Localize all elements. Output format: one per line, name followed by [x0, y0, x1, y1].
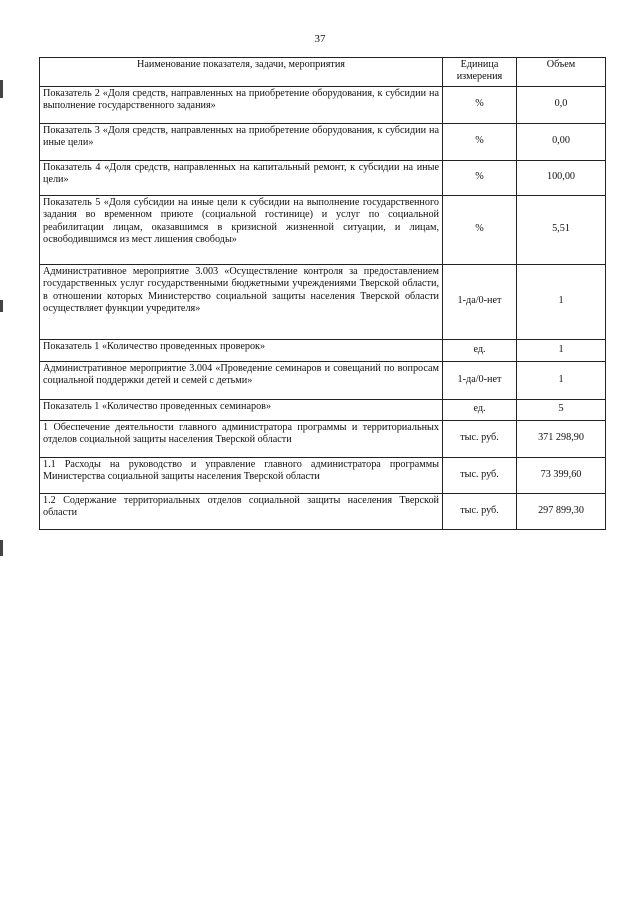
row-value-cell: 5 — [517, 399, 606, 420]
table-row — [40, 123, 606, 160]
row-value-cell: 1 — [517, 339, 606, 361]
row-name-cell: Показатель 5 «Доля субсидии на иные цели к субсидии на выполнение государственного задания во временном приюте (социальной гостинице) и услуг по социальной реабилитации лицам, оказавшимся в кризисной жизненной ситуации, и лицам, освободившимся из мест лишения свободы» — [40, 195, 443, 264]
row-name-cell: Административное мероприятие 3.004 «Проведение семинаров и совещаний по вопросам социальной поддержки детей и семей с детьми» — [40, 361, 443, 399]
row-value-cell: 1 — [517, 361, 606, 399]
table-row — [40, 160, 606, 195]
row-name-cell: 1.2 Содержание территориальных отделов социальной защиты населения Тверской области — [40, 493, 443, 529]
indicators-table — [39, 57, 606, 530]
table-row — [40, 361, 606, 399]
row-name-cell: Показатель 1 «Количество проведенных проверок» — [40, 339, 443, 361]
row-name-cell: Административное мероприятие 3.003 «Осуществление контроля за предоставлением государственных услуг государственными бюджетными учреждениями Тверской области, в отношении которых Министерство социальной защиты населения Тверской области осуществляет функции учредителя» — [40, 264, 443, 339]
row-name-cell: Показатель 1 «Количество проведенных семинаров» — [40, 399, 443, 420]
row-value-cell: 5,51 — [517, 195, 606, 264]
row-name-cell: 1.1 Расходы на руководство и управление главного администратора программы Министерства социальной защиты населения Тверской области — [40, 457, 443, 493]
row-name-cell: Показатель 3 «Доля средств, направленных на приобретение оборудования, к субсидии на иные цели» — [40, 123, 443, 160]
header-unit: Единица измерения — [443, 58, 517, 87]
row-unit-cell: % — [443, 160, 517, 195]
table-row — [40, 264, 606, 339]
table-row — [40, 339, 606, 361]
header-value: Объем — [517, 58, 606, 87]
table-row — [40, 420, 606, 457]
row-unit-cell: 1-да/0-нет — [443, 264, 517, 339]
table-row — [40, 86, 606, 123]
table-row — [40, 399, 606, 420]
table-row — [40, 195, 606, 264]
page-number: 37 — [314, 33, 326, 45]
row-name-cell: 1 Обеспечение деятельности главного администратора программы и территориальных отделов социальной защиты населения Тверской области — [40, 420, 443, 457]
row-unit-cell: тыс. руб. — [443, 420, 517, 457]
row-value-cell: 100,00 — [517, 160, 606, 195]
row-unit-cell: ед. — [443, 339, 517, 361]
row-name-cell: Показатель 4 «Доля средств, направленных на капитальный ремонт, к субсидии на иные цели» — [40, 160, 443, 195]
row-unit-cell: % — [443, 123, 517, 160]
row-name-cell: Показатель 2 «Доля средств, направленных на приобретение оборудования, к субсидии на выполнение государственного задания» — [40, 86, 443, 123]
row-unit-cell: тыс. руб. — [443, 493, 517, 529]
table-row — [40, 457, 606, 493]
row-value-cell: 297 899,30 — [517, 493, 606, 529]
table-row — [40, 493, 606, 529]
row-unit-cell: ед. — [443, 399, 517, 420]
row-unit-cell: тыс. руб. — [443, 457, 517, 493]
row-value-cell: 371 298,90 — [517, 420, 606, 457]
scan-margin-mark-lower — [0, 540, 3, 556]
row-value-cell: 1 — [517, 264, 606, 339]
table-header-row — [40, 58, 606, 87]
scan-margin-mark-top — [0, 80, 3, 98]
row-value-cell: 73 399,60 — [517, 457, 606, 493]
row-unit-cell: % — [443, 86, 517, 123]
row-unit-cell: 1-да/0-нет — [443, 361, 517, 399]
row-value-cell: 0,00 — [517, 123, 606, 160]
header-name: Наименование показателя, задачи, мероприятия — [40, 58, 443, 87]
scan-margin-mark-middle — [0, 300, 3, 312]
row-value-cell: 0,0 — [517, 86, 606, 123]
row-unit-cell: % — [443, 195, 517, 264]
